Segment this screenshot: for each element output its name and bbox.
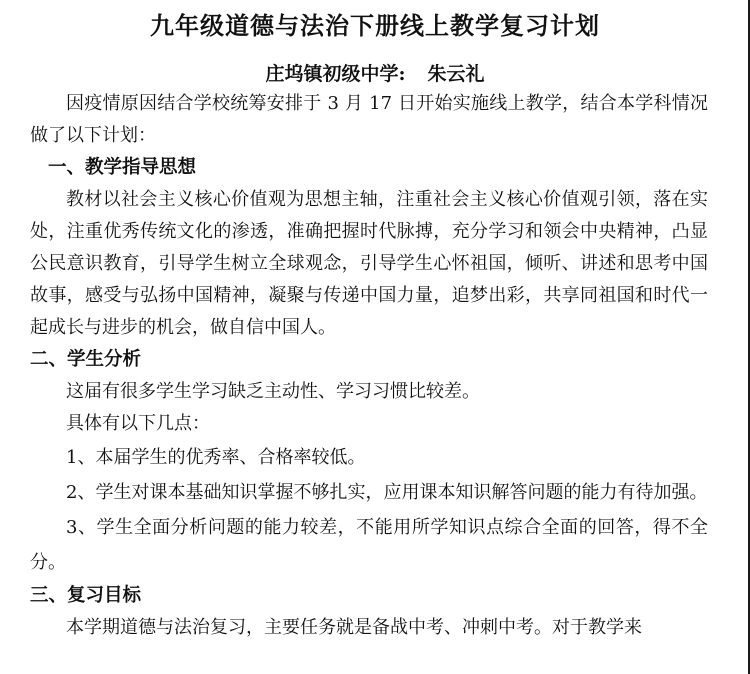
student-analysis-point-1: 1、本届学生的优秀率、合格率较低。	[66, 447, 366, 468]
review-goals-paragraph: 本学期道德与法治复习，主要任务就是备战中考、冲刺中考。对于教学来	[66, 617, 642, 638]
section-heading-guiding-ideology: 一、教学指导思想	[48, 157, 197, 178]
intro-paragraph: 因疫情原因结合学校统筹安排于 3 月 17 日开始实施线上教学，结合本学科情况做了以下计划：	[30, 93, 708, 146]
document-author	[0, 60, 750, 88]
section-heading-review-goals: 三、复习目标	[30, 585, 142, 606]
guiding-ideology-paragraph: 教材以社会主义核心价值观为思想主轴，注重社会主义核心价值观引领，落在实处，注重优秀传统文化的渗透，准确把握时代脉搏，充分学习和领会中央精神，凸显公民意识教育，引导学生树立全球观念，引导学生心怀祖国，倾听、讲述和思考中国故事，感受与弘扬中国精神，凝聚与传递中国力量，追梦出彩，共享同祖国和时代一起成长与进步的机会，做自信中国人。	[30, 189, 708, 338]
author-school: 庄坞镇初级中学:	[265, 63, 406, 85]
student-analysis-point-3: 3、学生全面分析问题的能力较差，不能用所学知识点综合全面的回答，得不全分。	[30, 517, 708, 573]
student-analysis-paragraph: 这届有很多学生学习缺乏主动性、学习习惯比较差。	[66, 381, 480, 402]
document-title: 九年级道德与法治下册线上教学复习计划	[150, 11, 600, 40]
section-heading-student-analysis: 二、学生分析	[30, 349, 142, 370]
document-body	[30, 88, 708, 644]
student-analysis-intro: 具体有以下几点：	[66, 413, 210, 434]
student-analysis-point-2: 2、学生对课本基础知识掌握不够扎实，应用课本知识解答问题的能力有待加强。	[66, 482, 708, 503]
author-name: 朱云礼	[427, 63, 485, 85]
